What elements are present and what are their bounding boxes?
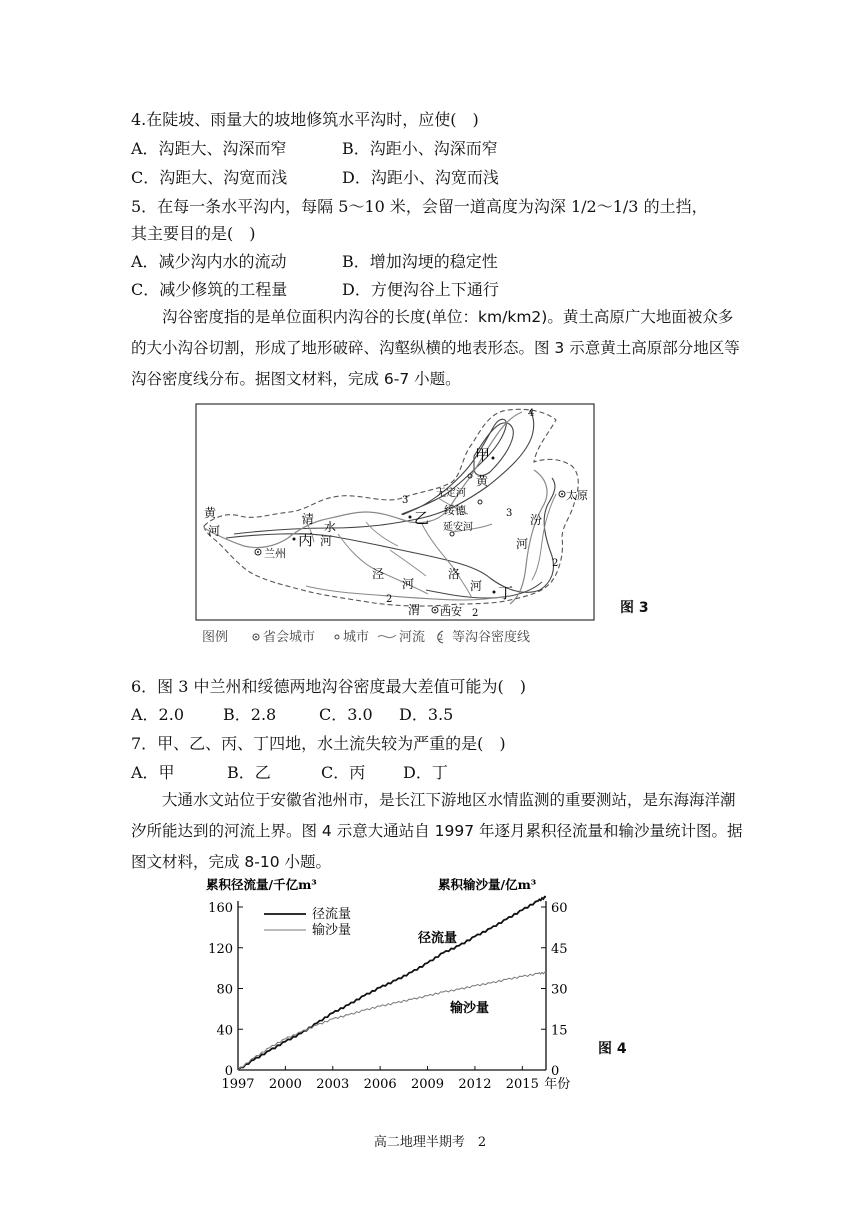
series-line-runoff bbox=[238, 897, 546, 1070]
svg-text:2: 2 bbox=[438, 633, 444, 642]
label-suide: 绥德 bbox=[444, 504, 466, 517]
q4-options-row1 bbox=[131, 136, 498, 159]
legend-river: 河流 bbox=[399, 630, 426, 645]
chart-legend bbox=[264, 906, 351, 938]
y-right-tick-label: 30 bbox=[551, 982, 568, 998]
label-wudinghe: 无定河 bbox=[436, 488, 466, 499]
capital-taiyuan bbox=[559, 488, 588, 502]
place-ding: 丁 bbox=[498, 584, 514, 602]
q7-stem: 7．甲、乙、丙、丁四地，水土流失较为严重的是( ) bbox=[131, 734, 506, 753]
q5-option-a: A．减少沟内水的流动 bbox=[131, 252, 287, 271]
river-label-luo: 洛 bbox=[448, 567, 461, 581]
legend-title: 图例 bbox=[202, 630, 229, 645]
datong-cumulative-chart bbox=[200, 874, 620, 1096]
place-ding-dot bbox=[493, 591, 496, 594]
page-footer: 高二地理半期考 2 bbox=[373, 1135, 487, 1150]
label-xian: 西安 bbox=[440, 605, 462, 618]
q6-stem: 6．图 3 中兰州和绥德两地沟谷密度最大差值可能为( ) bbox=[131, 677, 527, 696]
q6-option-c: C．3.0 bbox=[319, 705, 373, 724]
map-legend bbox=[202, 629, 530, 645]
river-label-jing: 泾 bbox=[372, 567, 385, 581]
series-line-sediment bbox=[238, 972, 546, 1070]
legend-river-symbol bbox=[378, 635, 396, 638]
q5-options-row1 bbox=[131, 249, 498, 272]
q7-option-d: D．丁 bbox=[403, 763, 448, 782]
place-bing-dot bbox=[293, 538, 296, 541]
y-right-title: 累积输沙量/亿m³ bbox=[438, 877, 537, 892]
label-yananhe: 延安河 bbox=[443, 522, 473, 533]
q6-option-b: B．2.8 bbox=[223, 705, 277, 724]
place-yi: 乙 bbox=[414, 509, 430, 527]
q4-option-b: B．沟距小、沟深而窄 bbox=[342, 139, 498, 158]
x-tick-label: 2012 bbox=[458, 1077, 492, 1092]
contour-label-3b: 3 bbox=[506, 508, 513, 519]
y-left-tick-label: 160 bbox=[208, 901, 233, 916]
contour-2-outer bbox=[226, 478, 555, 592]
river-label-he1: 河 bbox=[208, 524, 221, 538]
place-jia: 甲 bbox=[475, 446, 491, 464]
capital-lanzhou bbox=[255, 547, 286, 560]
river-label-he5: 河 bbox=[516, 537, 529, 551]
river-label-he3: 河 bbox=[402, 577, 415, 591]
legend-runoff: 径流量 bbox=[312, 907, 352, 922]
y-left-tick-label: 120 bbox=[208, 941, 233, 957]
q4-stem: 4.在陡坡、雨量大的坡地修筑水平沟时，应使( ) bbox=[131, 110, 479, 129]
river-label-fen: 汾 bbox=[530, 513, 543, 527]
legend-city: 城市 bbox=[343, 630, 370, 645]
x-tick-label: 2006 bbox=[363, 1077, 397, 1092]
annotation-sediment: 输沙量 bbox=[450, 1001, 490, 1016]
place-jia-dot bbox=[492, 457, 495, 460]
y-right-tick-label: 45 bbox=[551, 941, 568, 957]
x-axis-suffix: 年份 bbox=[544, 1077, 571, 1092]
q5-option-d: D．方便沟谷上下通行 bbox=[342, 280, 499, 299]
river-label-wei: 渭 bbox=[408, 603, 421, 617]
city-suide bbox=[444, 500, 482, 517]
passage-gully-density: 沟谷密度指的是单位面积内沟谷的长度(单位：km/km2)。黄土高原广大地面被众多的大小沟谷切割，形成了地形破碎、沟壑纵横的地表形态。图 3 示意黄土高原部分地区等沟谷密度线分布。据图文材料，完成 6-7 小题。 bbox=[131, 308, 740, 388]
place-bing: 丙 bbox=[298, 531, 314, 549]
place-yi-dot bbox=[409, 516, 412, 519]
luo-river bbox=[422, 524, 472, 598]
contour-label-2b: 2 bbox=[472, 608, 479, 619]
q5-options-row2 bbox=[131, 277, 499, 300]
q4-option-c: C．沟距大、沟宽而浅 bbox=[131, 168, 288, 187]
legend-sediment: 输沙量 bbox=[312, 923, 352, 938]
legend-contour: 等沟谷密度线 bbox=[452, 630, 531, 645]
x-tick-label: 1997 bbox=[221, 1077, 255, 1092]
y-right-tick-label: 0 bbox=[551, 1064, 560, 1079]
contour-2-lower bbox=[426, 582, 542, 598]
annotation-runoff: 径流量 bbox=[418, 931, 458, 946]
q5-stem-line2: 其主要目的是( ) bbox=[131, 224, 256, 243]
river-label-qing: 清 bbox=[302, 512, 315, 526]
x-tick-label: 2009 bbox=[410, 1077, 445, 1092]
y-right-tick-label: 60 bbox=[551, 901, 568, 916]
q6-option-a: A．2.0 bbox=[131, 705, 185, 724]
x-tick-label: 2003 bbox=[316, 1077, 350, 1092]
passage-datong-station: 大通水文站位于安徽省池州市，是长江下游地区水情监测的重要测站，是东海海洋潮汐所能达到的河流上界。图 4 示意大通站自 1997 年逐月累积径流量和输沙量统计图。据图文材料，完成 8-10 小题。 bbox=[131, 791, 743, 871]
river-label-huang1: 黄 bbox=[204, 506, 217, 520]
river-label-he4: 河 bbox=[470, 579, 483, 593]
q7-option-a: A．甲 bbox=[131, 763, 175, 782]
label-taiyuan: 太原 bbox=[566, 489, 588, 502]
q4-option-a: A．沟距大、沟深而窄 bbox=[131, 139, 287, 158]
contour-3 bbox=[234, 410, 534, 534]
y-left-tick-label: 0 bbox=[224, 1064, 233, 1079]
q4-option-d: D．沟距小、沟宽而浅 bbox=[342, 168, 499, 187]
y-right-tick-label: 15 bbox=[551, 1023, 568, 1039]
x-tick-label: 2000 bbox=[268, 1077, 302, 1092]
figure-3-label: 图 3 bbox=[620, 600, 649, 616]
q7-options bbox=[131, 760, 448, 783]
contour-label-2c: 2 bbox=[552, 558, 559, 569]
label-lanzhou: 兰州 bbox=[264, 547, 286, 560]
river-label-he2: 河 bbox=[320, 534, 333, 548]
contour-label-2a: 2 bbox=[386, 594, 393, 605]
q7-option-b: B．乙 bbox=[227, 763, 271, 782]
legend-capital: 省会城市 bbox=[263, 630, 316, 645]
q4-options-row2 bbox=[131, 165, 499, 188]
contour-label-4: 4 bbox=[528, 408, 535, 419]
contour-label-3a: 3 bbox=[402, 495, 409, 506]
river-label-shui: 水 bbox=[324, 520, 337, 534]
y-left-title: 累积径流量/千亿m³ bbox=[206, 877, 317, 892]
y-left-tick-label: 80 bbox=[216, 982, 233, 998]
x-tick-label: 2015 bbox=[505, 1077, 539, 1092]
river-label-huang2: 黄 bbox=[476, 474, 489, 488]
q7-option-c: C．丙 bbox=[321, 763, 366, 782]
jing-river bbox=[338, 534, 428, 594]
q5-stem-line1: 5．在每一条水平沟内，每隔 5～10 米，会留一道高度为沟深 1/2～1/3 的土挡， bbox=[131, 197, 708, 216]
q6-options bbox=[131, 702, 453, 725]
loess-plateau-map bbox=[190, 400, 600, 652]
y-left-tick-label: 40 bbox=[216, 1023, 233, 1039]
figure-4-label: 图 4 bbox=[598, 1041, 627, 1057]
q5-option-c: C．减少修筑的工程量 bbox=[131, 280, 288, 299]
q6-option-d: D．3.5 bbox=[399, 705, 454, 724]
q5-option-b: B．增加沟埂的稳定性 bbox=[342, 252, 498, 271]
